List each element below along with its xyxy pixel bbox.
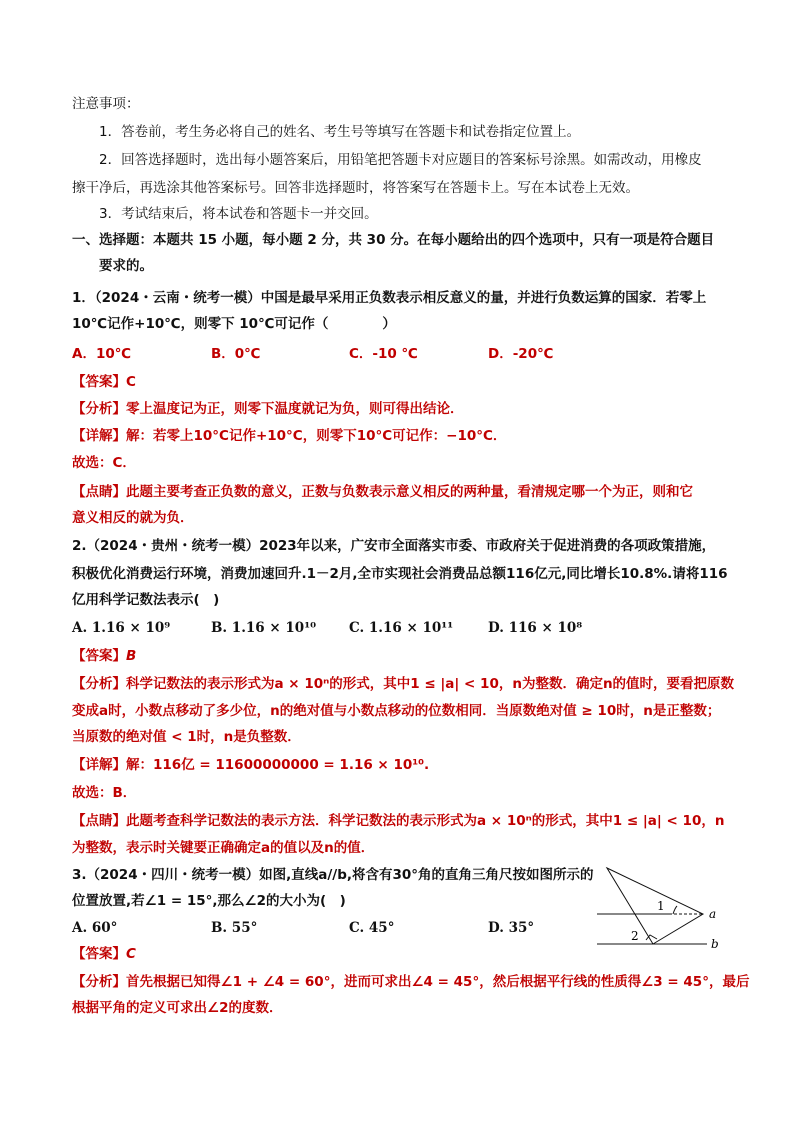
q2-comment-text1: 此题考查科学记数法的表示方法．科学记数法的表示形式为a × 10ⁿ的形式，其中1 ≤ |a| < 10，n — [126, 813, 725, 829]
analysis-label: 【分析】 — [72, 974, 126, 990]
q3-option-a: A. 60° — [72, 920, 118, 936]
q1-option-a: A．10℃ — [72, 346, 132, 362]
q2-answer — [72, 646, 136, 666]
detail-label: 【详解】 — [72, 757, 126, 773]
q3-option-c: C. 45° — [349, 920, 395, 936]
comment-label: 【点睛】 — [72, 484, 126, 500]
analysis-label: 【分析】 — [72, 401, 126, 417]
q1-detail — [72, 426, 506, 446]
q1-option-c: C．-10 ℃ — [349, 346, 418, 362]
q2-detail — [72, 755, 429, 775]
q3-analysis-line2: 根据平角的定义可求出∠2的度数． — [72, 1000, 283, 1016]
q2-stem-line2: 积极优化消费运行环境，消费加速回升.1－2月,全市实现社会消费品总额116亿元,同比增长10.8%.请将116 — [72, 566, 728, 582]
q3-option-d: D. 35° — [488, 920, 535, 936]
q3-answer-value: C — [126, 946, 136, 962]
q3-answer — [72, 944, 136, 964]
angle-1-arc — [673, 906, 677, 914]
q1-choose: 故选：C． — [72, 455, 136, 471]
q1-stem-line1: 1．（2024・云南・统考一模）中国是最早采用正负数表示相反意义的量，并进行负数运算的国家．若零上 — [72, 290, 707, 306]
q1-comment-line1 — [72, 482, 693, 502]
set-square — [607, 868, 703, 944]
analysis-label: 【分析】 — [72, 676, 126, 692]
q3-analysis-line1 — [72, 972, 749, 992]
angle-2-label: 2 — [631, 929, 639, 943]
q2-stem-line1: 2.（2024・贵州・统考一模）2023年以来，广安市全面落实市委、市政府关于促进消费的各项政策措施， — [72, 538, 716, 554]
q2-comment-line1 — [72, 811, 724, 831]
q1-stem-line2: 10℃记作+10℃，则零下 10℃可记作（ ） — [72, 316, 396, 332]
q3-geometry-figure — [597, 864, 727, 954]
q2-comment-line2: 为整数，表示时关键要正确确定a的值以及n的值． — [72, 840, 375, 856]
q2-analysis-line1 — [72, 674, 734, 694]
detail-label: 【详解】 — [72, 428, 126, 444]
q1-option-d: D．-20℃ — [488, 346, 554, 362]
notice-item-1: 1．答卷前，考生务必将自己的姓名、考生号等填写在答题卡和试卷指定位置上。 — [99, 124, 581, 140]
section-heading-line2: 要求的。 — [99, 258, 153, 274]
notice-title: 注意事项： — [72, 96, 140, 112]
q2-option-c: C. 1.16 × 10¹¹ — [349, 620, 454, 636]
q1-comment-text1: 此题主要考查正负数的意义，正数与负数表示意义相反的两种量，看清规定哪一个为正，则和它 — [126, 484, 693, 500]
q2-option-d: D. 116 × 10⁸ — [488, 620, 583, 636]
q1-option-b: B．0℃ — [211, 346, 261, 362]
notice-item-2b: 擦干净后，再选涂其他答案标号。回答非选择题时，将答案写在答题卡上。写在本试卷上无效。 — [72, 180, 639, 196]
q2-analysis-line2: 变成a时，小数点移动了多少位，n的绝对值与小数点移动的位数相同．当原数绝对值 ≥ 10时，n是正整数； — [72, 703, 721, 719]
angle-1-label: 1 — [657, 899, 665, 913]
section-heading-line1: 一、选择题：本题共 15 小题，每小题 2 分，共 30 分。在每小题给出的四个选项中，只有一项是符合题目 — [72, 232, 715, 248]
q2-detail-text: 解：116亿 = 11600000000 = 1.16 × 10¹⁰. — [126, 757, 430, 773]
q3-options — [72, 918, 572, 938]
q1-options — [72, 344, 722, 364]
q2-answer-value: B — [126, 648, 137, 664]
answer-label: 【答案】 — [72, 648, 126, 664]
notice-item-2a: 2．回答选择题时，选出每小题答案后，用铅笔把答题卡对应题目的答案标号涂黑。如需改动，用橡皮 — [99, 152, 702, 168]
q2-options — [72, 618, 722, 638]
q2-option-b: B. 1.16 × 10¹⁰ — [211, 620, 317, 636]
comment-label: 【点睛】 — [72, 813, 126, 829]
q3-option-b: B. 55° — [211, 920, 258, 936]
q3-stem-line2: 位置放置,若∠1 = 15°,那么∠2的大小为( ) — [72, 893, 346, 909]
q2-stem-line3: 亿用科学记数法表示( ) — [72, 592, 220, 608]
q3-analysis-text1: 首先根据已知得∠1 + ∠4 = 60°，进而可求出∠4 = 45°，然后根据平行线的性质得∠3 = 45°，最后 — [126, 974, 750, 990]
q2-analysis-text1: 科学记数法的表示形式为a × 10ⁿ的形式，其中1 ≤ |a| < 10，n为整数．确定n的值时，要看把原数 — [126, 676, 735, 692]
line-a-label: a — [709, 907, 717, 921]
answer-label: 【答案】 — [72, 946, 126, 962]
q1-analysis-text: 零上温度记为正，则零下温度就记为负，则可得出结论． — [126, 401, 464, 417]
q2-option-a: A. 1.16 × 10⁹ — [72, 620, 171, 636]
q1-answer-value: C — [126, 374, 136, 390]
answer-label: 【答案】 — [72, 374, 126, 390]
q2-choose: 故选：B． — [72, 785, 137, 801]
q1-detail-text: 解：若零上10°C记作+10°C，则零下10°C可记作：−10°C． — [126, 428, 507, 444]
q3-stem-line1: 3.（2024・四川・统考一模）如图,直线a//b,将含有30°角的直角三角尺按如图所示的 — [72, 867, 594, 883]
q1-analysis — [72, 399, 464, 419]
q1-comment-line2: 意义相反的就为负． — [72, 510, 194, 526]
notice-item-3: 3．考试结束后，将本试卷和答题卡一并交回。 — [99, 206, 378, 222]
q2-analysis-line3: 当原数的绝对值 < 1时，n是负整数． — [72, 729, 301, 745]
q1-answer — [72, 372, 136, 392]
line-b-label: b — [711, 937, 719, 951]
